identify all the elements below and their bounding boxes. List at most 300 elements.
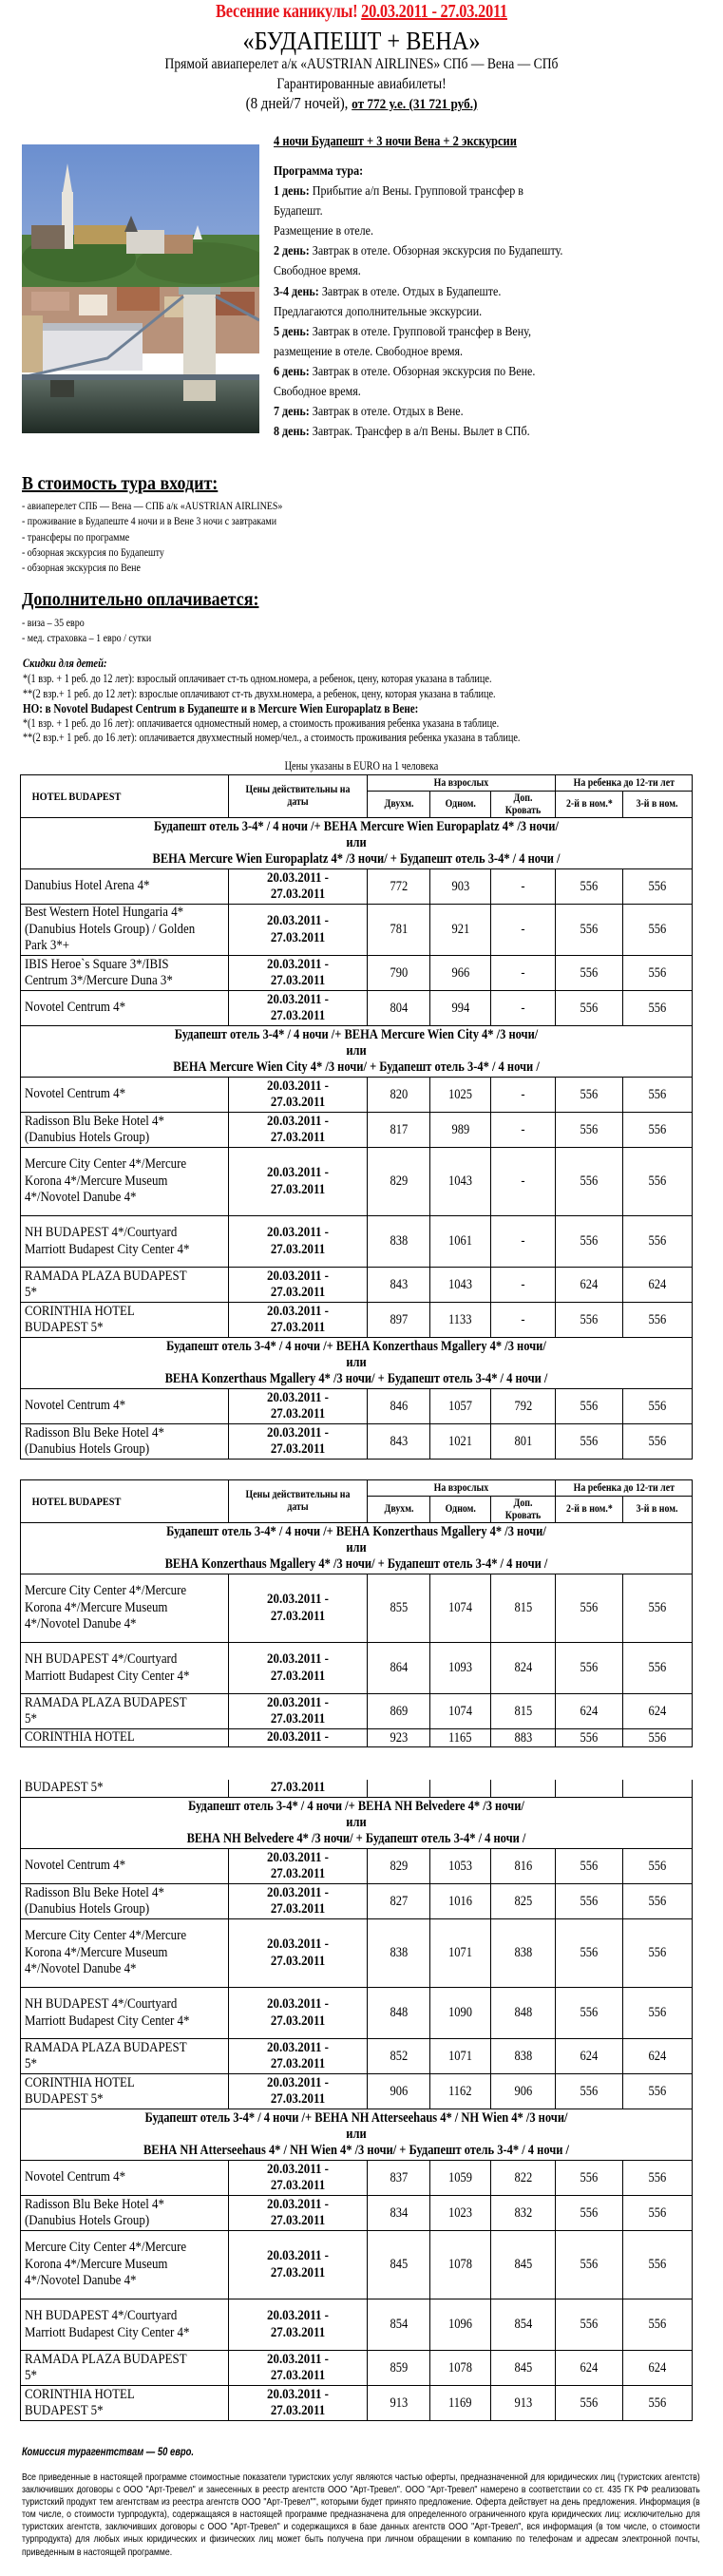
table-row — [21, 2161, 693, 2196]
header-child-text: На ребенка до 12-ти лет — [573, 1481, 675, 1494]
hotel-group-title — [21, 818, 693, 869]
hotel-name — [21, 2074, 229, 2109]
date-line: 20.03.2011 - — [267, 2074, 329, 2090]
program-day-text: Завтрак в отеле. Обзорная экскурсия по Будапешту. — [309, 244, 563, 259]
price-child-3rd-text: 556 — [648, 1233, 667, 1249]
header-adults — [368, 775, 556, 792]
price-child-3rd — [623, 2231, 693, 2299]
price-child-3rd — [623, 1078, 693, 1113]
price-double — [368, 905, 430, 956]
price-child-2nd-text: 624 — [580, 1703, 599, 1719]
price-child-3rd-text: 556 — [648, 1729, 667, 1746]
price-extra-bed-text: - — [521, 878, 525, 894]
price-double-text: 848 — [390, 2005, 408, 2020]
program-day-text: Завтрак в отеле. Отдых в Будапеште. — [318, 284, 502, 299]
price-extra-bed-text: 845 — [514, 2359, 532, 2376]
price-child-2nd-text: 556 — [580, 1398, 599, 1414]
price-child-2nd — [556, 1988, 623, 2039]
hotel-name — [21, 2161, 229, 2196]
price-child-2nd-text: 556 — [580, 1858, 599, 1874]
price-child-3rd-text: 556 — [648, 922, 667, 937]
price-single-text: 1016 — [448, 1893, 472, 1909]
price-extra-bed — [491, 1884, 556, 1919]
valid-dates — [229, 1424, 368, 1460]
valid-dates — [229, 905, 368, 956]
program-day-line — [274, 362, 650, 382]
group-or: или — [346, 1355, 367, 1370]
price-single-text: 1074 — [448, 1600, 472, 1615]
hotel-name-text: Best Western Hotel Hungaria 4* (Danubius Hotels Group) / Golden Park 3*+ — [25, 905, 196, 954]
price-double-text: 859 — [390, 2359, 408, 2376]
price-extra-bed — [491, 2386, 556, 2421]
price-child-2nd — [556, 2161, 623, 2196]
price-single — [430, 1988, 491, 2039]
program-day-text: Размещение в отеле. — [274, 224, 373, 239]
price-child-2nd — [556, 1574, 623, 1643]
price-double — [368, 1694, 430, 1729]
program-label: Программа тура: — [274, 164, 364, 179]
price-single-text: 1071 — [448, 1945, 472, 1960]
hotel-name-text: Danubius Hotel Arena 4* — [25, 878, 150, 894]
group-line2: ВЕНА Konzerthaus Mgallery 4* /3 ночи/ + Будапешт отель 3-4* / 4 ночи / — [164, 1371, 548, 1386]
price-double — [368, 1268, 430, 1303]
price-child-3rd — [623, 1113, 693, 1148]
hotel-name — [21, 2231, 229, 2299]
valid-dates — [229, 2351, 368, 2386]
table-row — [21, 1216, 693, 1268]
price-child-2nd — [556, 1919, 623, 1988]
kids-line: **(2 взр.+ 1 реб. до 16 лет): оплачивается двухместный номер/чел., а стоимость проживания ребенка указана в таблице. — [23, 731, 521, 745]
price-child-2nd-text: 556 — [580, 1600, 599, 1615]
price-extra-bed — [491, 1919, 556, 1988]
price-child-2nd — [556, 1216, 623, 1268]
price-single — [430, 905, 491, 956]
kids-line: **(2 взр.+ 1 реб. до 12 лет): взрослые оплачивают ст-ть двухм.номера, а ребенок, цену, которая указана в таблице. — [23, 686, 496, 700]
valid-dates — [229, 1919, 368, 1988]
date-line: 27.03.2011 — [270, 2056, 326, 2071]
program-day-line — [274, 322, 650, 342]
header-child-2nd-text: 2-й в ном.* — [565, 1503, 613, 1515]
table-row — [21, 1694, 693, 1729]
price-child-3rd-text: 556 — [648, 1121, 667, 1137]
price-child-2nd — [556, 1113, 623, 1148]
price-child-3rd-text: 556 — [648, 1174, 667, 1189]
header-adults-text: На взрослых — [433, 1481, 489, 1494]
hotel-group-title — [21, 1026, 693, 1078]
hotel-name — [21, 1389, 229, 1424]
price-extra-bed — [491, 1148, 556, 1216]
price-child-2nd-text: 556 — [580, 1174, 599, 1189]
hotel-name-text: RAMADA PLAZA BUDAPEST 5* — [25, 2351, 187, 2383]
valid-dates — [229, 2074, 368, 2109]
price-extra-bed-text: 792 — [514, 1398, 532, 1414]
header-extra-bed — [491, 1497, 556, 1523]
header-child-2nd — [556, 1497, 623, 1523]
price-child-3rd-text: 556 — [648, 1398, 667, 1414]
hotel-name — [21, 2351, 229, 2386]
price-single — [430, 2386, 491, 2421]
table-row — [21, 1113, 693, 1148]
price-single-text: 1059 — [448, 2169, 472, 2185]
guarantee-line: Гарантированные авиабилеты! — [276, 76, 447, 92]
price-single — [430, 1424, 491, 1460]
price-single-text: 1090 — [448, 2005, 472, 2020]
hotel-name-text: RAMADA PLAZA BUDAPEST 5* — [25, 1694, 187, 1727]
price-child-3rd-text: 556 — [648, 1000, 667, 1016]
table-row — [21, 991, 693, 1026]
price-extra-bed — [491, 869, 556, 905]
header-hotel — [21, 775, 229, 818]
date-line: 27.03.2011 — [270, 2213, 326, 2228]
list-item: - проживание в Будапеште 4 ночи и в Вене 3 ночи с завтраками — [22, 514, 277, 528]
price-child-2nd-text: 556 — [580, 878, 599, 894]
price-single-text: 1078 — [448, 2359, 472, 2376]
price-single — [430, 2196, 491, 2231]
valid-dates — [229, 1078, 368, 1113]
price-child-2nd-text: 556 — [580, 1311, 599, 1327]
price-child-3rd-text: 556 — [648, 1600, 667, 1615]
price-child-3rd-text: 556 — [648, 1086, 667, 1102]
table-row — [21, 1729, 693, 1747]
price-extra-bed-text: - — [521, 1174, 525, 1189]
program-day-text: Свободное время. — [274, 385, 361, 400]
price-extra-bed — [491, 2161, 556, 2196]
price-child-3rd-text: 624 — [648, 2359, 667, 2376]
table-row — [21, 1643, 693, 1694]
date-line: 27.03.2011 — [270, 929, 326, 945]
header-hotel-text: HOTEL BUDAPEST — [31, 789, 122, 803]
valid-dates — [229, 1694, 368, 1729]
valid-dates — [229, 2196, 368, 2231]
price-single-text: 989 — [451, 1121, 469, 1137]
price-extra-bed-text: 906 — [514, 2083, 532, 2099]
valid-dates — [229, 1113, 368, 1148]
price-extra-bed-text: - — [521, 1086, 525, 1102]
program-day-text: размещение в отеле. Свободное время. — [274, 344, 464, 359]
price-single — [430, 2039, 491, 2074]
table-row — [21, 1148, 693, 1216]
price-child-2nd — [556, 1268, 623, 1303]
price-child-2nd-text: 556 — [580, 2204, 599, 2221]
table-row — [21, 2196, 693, 2231]
kids-line: *(1 взр. + 1 реб. до 12 лет): взрослый оплачивает ст-ть одном.номера, а ребенок, цену, которая указана в таблице. — [23, 672, 492, 685]
price-single-text: 1078 — [448, 2257, 472, 2272]
price-child-3rd-text: 556 — [648, 1311, 667, 1327]
promo-banner — [65, 1, 657, 23]
date-line: 20.03.2011 - — [267, 1424, 329, 1441]
price-table-2 — [20, 1479, 693, 1747]
program-day-label: 2 день: — [274, 244, 310, 259]
price-double — [368, 1216, 430, 1268]
price-single-text: 1071 — [448, 2048, 472, 2064]
valid-dates — [229, 1988, 368, 2039]
group-line2: ВЕНА Mercure Wien City 4* /3 ночи/ + Будапешт отель 3-4* / 4 ночи / — [173, 1059, 540, 1075]
price-double — [368, 869, 430, 905]
price-child-3rd — [623, 1884, 693, 1919]
group-or: или — [346, 835, 367, 850]
date-line: 27.03.2011 — [270, 1285, 326, 1300]
valid-dates — [229, 2386, 368, 2421]
price-child-3rd — [623, 1780, 693, 1798]
date-line: 20.03.2011 - — [267, 991, 329, 1007]
price-double-text: 846 — [390, 1398, 408, 1414]
price-child-2nd — [556, 1694, 623, 1729]
price-double-text: 843 — [390, 1276, 408, 1292]
price-child-3rd — [623, 2299, 693, 2351]
header-single — [430, 1497, 491, 1523]
price-single-text: 1053 — [448, 1858, 472, 1874]
price-table-1 — [20, 774, 693, 1460]
price-single — [430, 2351, 491, 2386]
price-child-3rd — [623, 2161, 693, 2196]
price-child-2nd-text: 556 — [580, 2083, 599, 2099]
date-line: 27.03.2011 — [270, 2368, 326, 2383]
price-double-text: 854 — [390, 2317, 408, 2332]
price-child-2nd-text: 556 — [580, 2317, 599, 2332]
price-child-3rd — [623, 956, 693, 991]
header-child — [556, 1480, 693, 1497]
table-row — [21, 2039, 693, 2074]
price-child-3rd — [623, 2196, 693, 2231]
hotel-name-text: NH BUDAPEST 4*/Courtyard Marriott Budapest City Center 4* — [25, 1651, 190, 1684]
program-day-text: Предлагаются дополнительные экскурсии. — [274, 304, 483, 319]
price-single-text: 1021 — [448, 1433, 472, 1449]
valid-dates — [229, 1148, 368, 1216]
budapest-panorama-image — [22, 144, 259, 433]
valid-dates — [229, 2039, 368, 2074]
price-extra-bed — [491, 1424, 556, 1460]
price-child-3rd-text: 556 — [648, 2204, 667, 2221]
price-extra-bed — [491, 1268, 556, 1303]
price-single — [430, 1884, 491, 1919]
price-child-3rd-text: 556 — [648, 1858, 667, 1874]
program-day-line — [274, 282, 650, 302]
hotel-name-text: Radisson Blu Beke Hotel 4* (Danubius Hotels Group) — [25, 2196, 164, 2228]
date-line: 27.03.2011 — [270, 2264, 326, 2280]
price-extra-bed-text: - — [521, 964, 525, 981]
price-child-3rd — [623, 991, 693, 1026]
price-single — [430, 1078, 491, 1113]
price-child-3rd-text: 624 — [648, 1276, 667, 1292]
date-line: 27.03.2011 — [270, 1130, 326, 1145]
group-or: или — [346, 1043, 367, 1059]
price-child-2nd — [556, 956, 623, 991]
header-child-2nd-text: 2-й в ном.* — [565, 798, 613, 810]
program-day-line — [274, 221, 650, 241]
valid-dates — [229, 1643, 368, 1694]
price-extra-bed — [491, 905, 556, 956]
price-child-2nd-text: 624 — [580, 1276, 599, 1292]
price-child-3rd-text: 556 — [648, 878, 667, 894]
date-line: 27.03.2011 — [270, 973, 326, 988]
table-row — [21, 1268, 693, 1303]
program-day-line — [274, 241, 650, 261]
group-line2: ВЕНА NH Atterseehaus 4* / NH Wien 4* /3 ночи/ + Будапешт отель 3-4* / 4 ночи / — [143, 2143, 570, 2158]
group-line1: Будапешт отель 3-4* / 4 ночи /+ ВЕНА Konzerthaus Mgallery 4* /3 ночи/ — [166, 1524, 546, 1539]
table-row — [21, 869, 693, 905]
price-child-3rd — [623, 1268, 693, 1303]
header-single — [430, 792, 491, 818]
price-child-2nd-text: 556 — [580, 1433, 599, 1449]
hotel-group-row — [21, 1026, 693, 1078]
price-single — [430, 1643, 491, 1694]
hotel-name — [21, 2386, 229, 2421]
date-line: 20.03.2011 - — [267, 1303, 329, 1319]
price-child-2nd-text: 556 — [580, 1086, 599, 1102]
price-double-text: 829 — [390, 1174, 408, 1189]
date-line: 20.03.2011 - — [267, 2308, 329, 2323]
header-hotel-text: HOTEL BUDAPEST — [31, 1494, 122, 1508]
hotel-name-text: CORINTHIA HOTEL BUDAPEST 5* — [25, 2386, 135, 2418]
price-single — [430, 1389, 491, 1424]
price-child-3rd — [623, 1303, 693, 1338]
group-or: или — [346, 2127, 367, 2142]
price-extra-bed-text: - — [521, 922, 525, 937]
header-double-text: Двухм. — [384, 1503, 413, 1515]
price-double-text: 838 — [390, 1233, 408, 1249]
table-row — [21, 1303, 693, 1338]
group-line1: Будапешт отель 3-4* / 4 ночи /+ ВЕНА Mercure Wien City 4* /3 ночи/ — [174, 1027, 539, 1042]
price-child-3rd-text: 556 — [648, 1893, 667, 1909]
table-row — [21, 905, 693, 956]
list-item: - мед. страховка – 1 евро / сутки — [22, 631, 152, 645]
price-double — [368, 1113, 430, 1148]
program-day-line — [274, 382, 650, 402]
price-single-text: 1025 — [448, 1086, 472, 1102]
price-double — [368, 2039, 430, 2074]
header-extra-bed-text: Доп. Кровать — [504, 792, 542, 816]
price-single — [430, 2231, 491, 2299]
hotel-name-text: CORINTHIA HOTEL — [25, 1729, 135, 1746]
price-double — [368, 1078, 430, 1113]
table-row — [21, 1389, 693, 1424]
date-line: 27.03.2011 — [270, 2013, 326, 2029]
price-child-2nd — [556, 1643, 623, 1694]
date-line: 20.03.2011 - — [267, 1729, 329, 1746]
date-line: 20.03.2011 - — [267, 2196, 329, 2212]
hotel-name-text: Mercure City Center 4*/Mercure Korona 4*/Mercure Museum 4*/Novotel Danube 4* — [25, 2240, 187, 2289]
header-extra-bed — [491, 792, 556, 818]
price-child-3rd-text: 556 — [648, 2257, 667, 2272]
program-day-text: Завтрак в отеле. Отдых в Вене. — [309, 405, 464, 420]
price-double — [368, 1780, 430, 1798]
date-line: 20.03.2011 - — [267, 1996, 329, 2012]
price-double-text: 781 — [390, 922, 408, 937]
duration: (8 дней/7 ночей), — [245, 94, 349, 112]
list-item: - обзорная экскурсия по Будапешту — [22, 544, 164, 559]
budapest-photo — [22, 144, 259, 433]
price-extra-bed — [491, 2299, 556, 2351]
date-line: 20.03.2011 - — [267, 1389, 329, 1405]
date-line: 20.03.2011 - — [267, 1268, 329, 1284]
price-extra-bed — [491, 2196, 556, 2231]
price-child-2nd-text: 556 — [580, 2395, 599, 2411]
table-row — [21, 1884, 693, 1919]
hotel-name-text: BUDAPEST 5* — [25, 1780, 104, 1796]
price-extra-bed — [491, 1113, 556, 1148]
price-extra-bed-text: 801 — [514, 1433, 532, 1449]
table-row — [21, 1988, 693, 2039]
price-child-3rd — [623, 1694, 693, 1729]
price-extra-bed-text: - — [521, 1121, 525, 1137]
price-child-3rd-text: 556 — [648, 1945, 667, 1960]
valid-dates — [229, 1268, 368, 1303]
hotel-group-row — [21, 1523, 693, 1574]
price-extra-bed — [491, 956, 556, 991]
extra-heading: Дополнительно оплачивается: — [22, 589, 259, 610]
hotel-name — [21, 869, 229, 905]
price-single — [430, 1694, 491, 1729]
price-child-3rd-text: 556 — [648, 2317, 667, 2332]
header-double — [368, 792, 430, 818]
hotel-name — [21, 1113, 229, 1148]
price-extra-bed-text: 816 — [514, 1858, 532, 1874]
price-child-2nd-text: 556 — [580, 1660, 599, 1675]
price-single — [430, 1216, 491, 1268]
price-double — [368, 2351, 430, 2386]
valid-dates — [229, 2161, 368, 2196]
price-child-2nd — [556, 869, 623, 905]
price-double — [368, 1729, 430, 1747]
price-single — [430, 2074, 491, 2109]
header-child-text: На ребенка до 12-ти лет — [573, 776, 675, 789]
price-single-text: 1133 — [448, 1311, 472, 1327]
price-single-text: 1023 — [448, 2204, 472, 2221]
valid-dates — [229, 2299, 368, 2351]
price-single — [430, 1919, 491, 1988]
price-extra-bed — [491, 1988, 556, 2039]
header-child-3rd — [623, 1497, 693, 1523]
page-title: «БУДАПЕШТ + ВЕНА» — [242, 27, 481, 55]
price-child-2nd — [556, 2299, 623, 2351]
price-extra-bed — [491, 991, 556, 1026]
table-row — [21, 1849, 693, 1884]
hotel-group-title — [21, 1523, 693, 1574]
price-extra-bed-text: 838 — [514, 1945, 532, 1960]
price-table-3 — [20, 1780, 693, 2421]
price-child-2nd — [556, 2386, 623, 2421]
date-line: 20.03.2011 - — [267, 1225, 329, 1240]
hotel-name-text: Novotel Centrum 4* — [25, 2169, 126, 2185]
price-extra-bed — [491, 2039, 556, 2074]
price-double — [368, 956, 430, 991]
hotel-group-row — [21, 1798, 693, 1849]
price-child-2nd — [556, 1424, 623, 1460]
date-line: 27.03.2011 — [270, 1181, 326, 1197]
hotel-name — [21, 2039, 229, 2074]
date-line: 20.03.2011 - — [267, 1937, 329, 1952]
program-day-text: Завтрак в отеле. Групповой трансфер в Вену, — [309, 324, 532, 339]
kids-line: *(1 взр. + 1 реб. до 16 лет): оплачивается одноместный номер, а стоимость проживания ребенка указана в таблице. — [23, 716, 500, 730]
date-line: 20.03.2011 - — [267, 2386, 329, 2402]
program-day-line — [274, 201, 650, 221]
date-line: 27.03.2011 — [270, 1320, 326, 1335]
date-line: 27.03.2011 — [270, 1711, 326, 1727]
date-line: 20.03.2011 - — [267, 2161, 329, 2177]
date-line: 20.03.2011 - — [267, 2039, 329, 2055]
table-row — [21, 1078, 693, 1113]
program-day-text: Будапешт. — [274, 204, 323, 219]
price-double — [368, 1574, 430, 1643]
hotel-group-title — [21, 1798, 693, 1849]
valid-dates — [229, 1849, 368, 1884]
valid-dates — [229, 1574, 368, 1643]
price-extra-bed — [491, 1303, 556, 1338]
price-child-3rd — [623, 869, 693, 905]
hotel-group-title — [21, 1338, 693, 1389]
list-item: - трансферы по программе — [22, 529, 130, 544]
price-extra-bed — [491, 2351, 556, 2386]
